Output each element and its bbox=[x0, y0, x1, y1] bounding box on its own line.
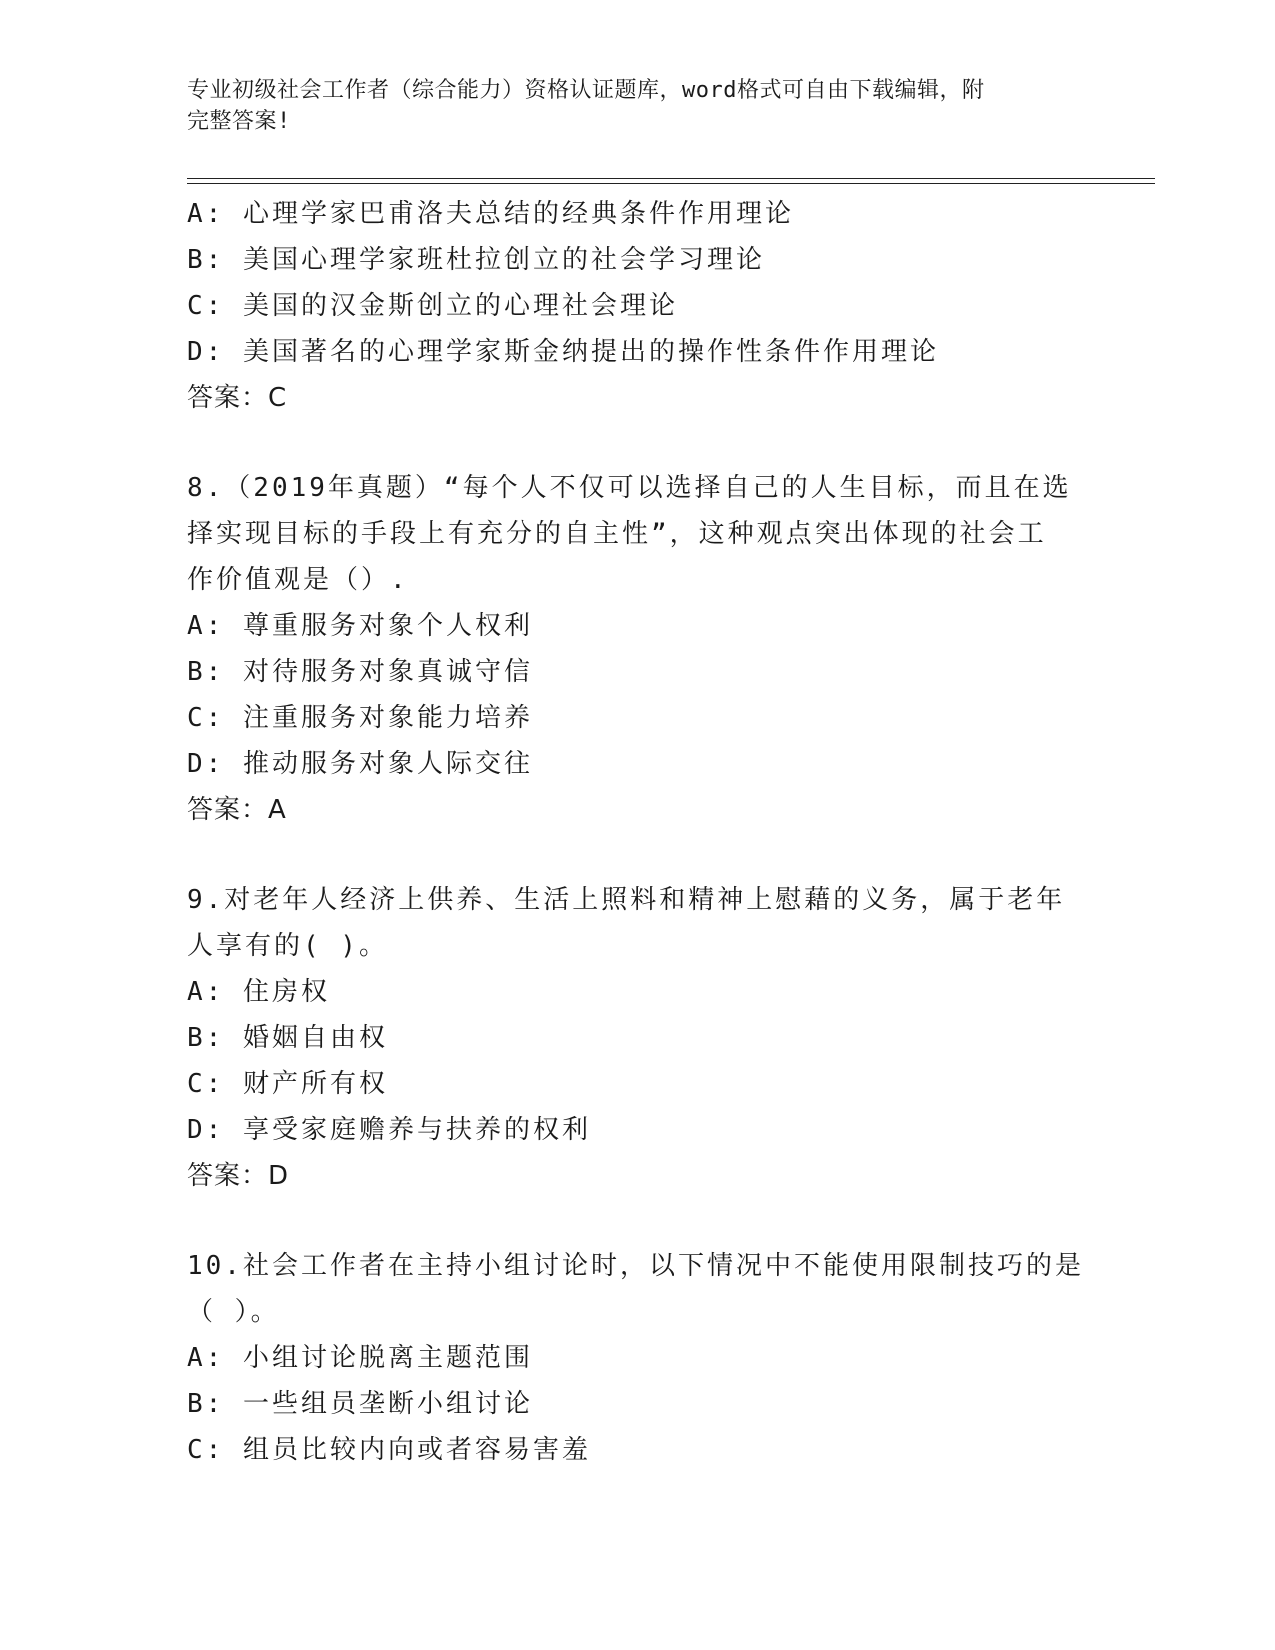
question-stem-line: 8.（2019年真题）“每个人不仅可以选择自己的人生目标，而且在选 bbox=[187, 473, 1072, 503]
header-divider-top bbox=[187, 178, 1155, 179]
header-line-1: 专业初级社会工作者（综合能力）资格认证题库，word格式可自由下载编辑，附 bbox=[187, 78, 985, 103]
question-stem-line: 人享有的( )。 bbox=[187, 931, 388, 961]
option-d: D: 美国著名的心理学家斯金纳提出的操作性条件作用理论 bbox=[187, 337, 939, 367]
option-a: A: 住房权 bbox=[187, 977, 330, 1007]
header-line-2: 完整答案! bbox=[187, 109, 291, 134]
answer: 答案：D bbox=[187, 1161, 290, 1191]
option-d: D: 推动服务对象人际交往 bbox=[187, 749, 533, 779]
spacer bbox=[187, 1199, 1087, 1243]
option-c: C: 注重服务对象能力培养 bbox=[187, 703, 533, 733]
answer: 答案：A bbox=[187, 795, 287, 825]
question-9 bbox=[187, 877, 1087, 1199]
option-d: D: 享受家庭赡养与扶养的权利 bbox=[187, 1115, 591, 1145]
question-stem-line: 择实现目标的手段上有充分的自主性”，这种观点突出体现的社会工 bbox=[187, 519, 1047, 549]
spacer bbox=[187, 421, 1087, 465]
option-b: B: 婚姻自由权 bbox=[187, 1023, 388, 1053]
question-list bbox=[187, 191, 1087, 1473]
option-a: A: 小组讨论脱离主题范围 bbox=[187, 1343, 533, 1373]
question-stem-line: （ ）。 bbox=[187, 1297, 280, 1327]
option-c: C: 组员比较内向或者容易害羞 bbox=[187, 1435, 591, 1465]
option-b: B: 美国心理学家班杜拉创立的社会学习理论 bbox=[187, 245, 765, 275]
answer: 答案：C bbox=[187, 383, 288, 413]
option-b: B: 对待服务对象真诚守信 bbox=[187, 657, 533, 687]
question-8 bbox=[187, 465, 1087, 833]
spacer bbox=[187, 833, 1087, 877]
question-stem-line: 9.对老年人经济上供养、生活上照料和精神上慰藉的义务，属于老年 bbox=[187, 885, 1066, 915]
option-a: A: 心理学家巴甫洛夫总结的经典条件作用理论 bbox=[187, 199, 794, 229]
question-stem-line: 作价值观是（）. bbox=[187, 565, 409, 595]
option-c: C: 美国的汉金斯创立的心理社会理论 bbox=[187, 291, 678, 321]
question-7 bbox=[187, 191, 1087, 421]
option-c: C: 财产所有权 bbox=[187, 1069, 388, 1099]
question-stem-line: 10.社会工作者在主持小组讨论时，以下情况中不能使用限制技巧的是 bbox=[187, 1251, 1084, 1281]
option-b: B: 一些组员垄断小组讨论 bbox=[187, 1389, 533, 1419]
document-header bbox=[187, 75, 1067, 137]
option-a: A: 尊重服务对象个人权利 bbox=[187, 611, 533, 641]
question-10 bbox=[187, 1243, 1087, 1473]
header-divider-bottom bbox=[187, 183, 1155, 184]
